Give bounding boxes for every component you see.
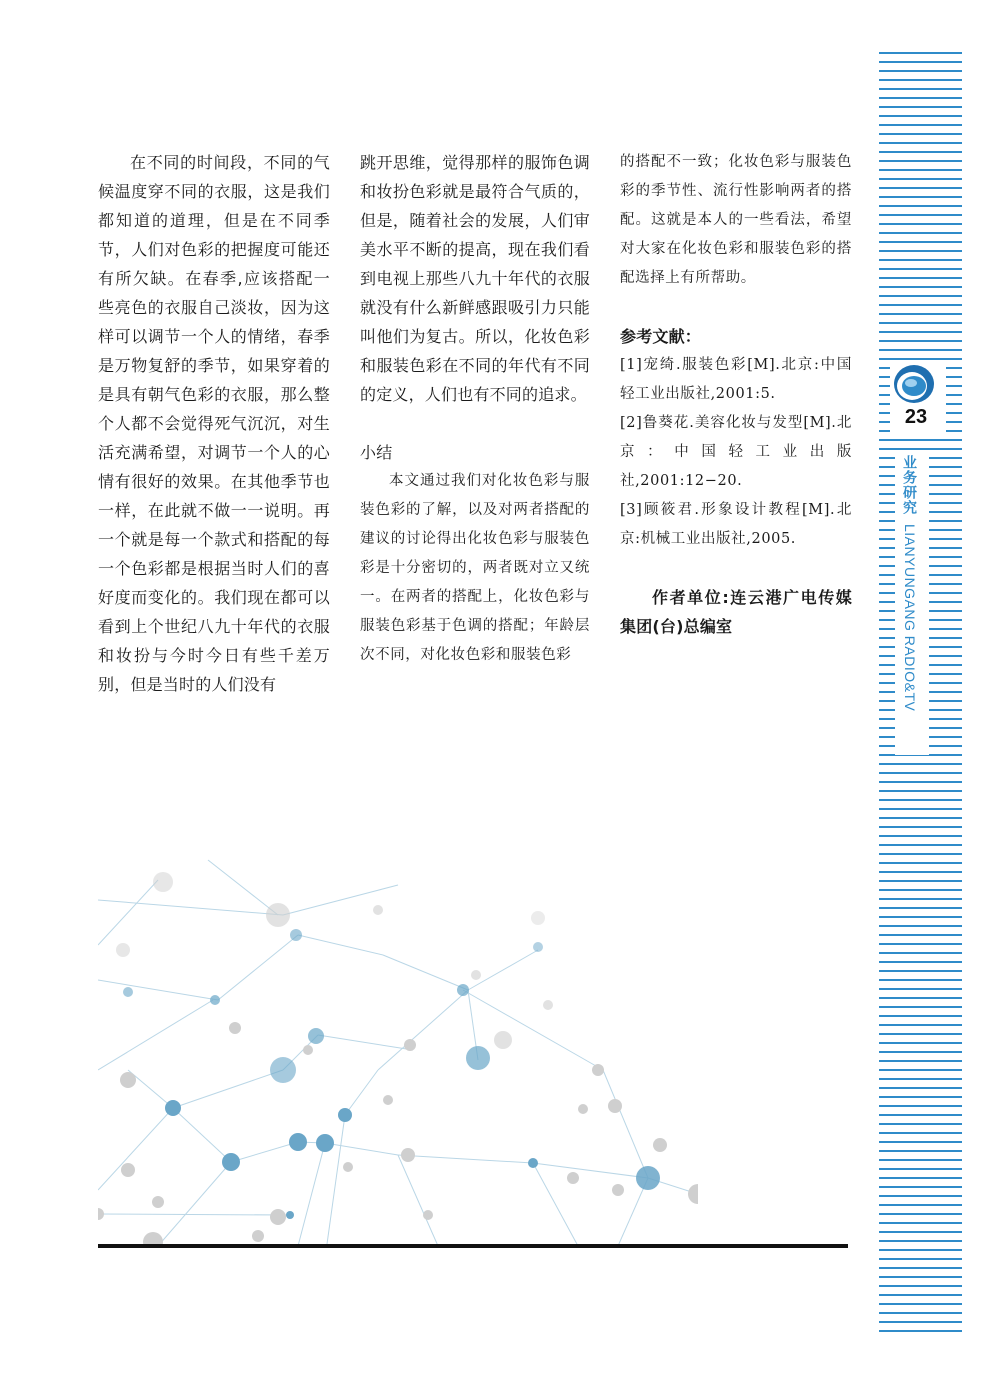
bottom-rule xyxy=(98,1244,848,1248)
side-label xyxy=(900,455,920,711)
summary-paragraph: 本文通过我们对化妆色彩与服装色彩的了解，以及对两者搭配的建议的讨论得出化妆色彩与服装色彩是十分密切的，两者既对立又统一。在两者的搭配上，化妆色彩与服装色彩基于色调的搭配；年龄层次不同，对化妆色彩和服装色彩 xyxy=(360,473,590,663)
page-number: 23 xyxy=(904,406,928,428)
side-label-en: LIANYUNGANG RADIO&TV xyxy=(902,523,918,712)
text-column-3 xyxy=(620,148,852,641)
text-column-2 xyxy=(360,148,590,670)
summary-title: 小结 xyxy=(360,443,393,462)
body-paragraph: 在不同的时间段，不同的气候温度穿不同的衣服，这是我们都知道的道理，但是在不同季节，人们对色彩的把握度可能还有所欠缺。在春季,应该搭配一些亮色的衣服自己淡妆，因为这样可以调节一个人的情绪，春季是万物复舒的季节，如果穿着的是具有朝气色彩的衣服，那么整个人都不会觉得死气沉沉，对生活充满希望，对调节一个人的心情有很好的效果。在其他季节也一样，在此就不做一一说明。再一个就是每一个款式和搭配的每一个色彩都是根据当时人们的喜好度而变化的。我们现在都可以看到上个世纪八九十年代的衣服和妆扮与今时今日有些千差万别，但是当时的人们没有 xyxy=(98,153,330,694)
references-title: 参考文献： xyxy=(620,327,702,346)
continuation-paragraph: 的搭配不一致；化妆色彩与服装色彩的季节性、流行性影响两者的搭配。这就是本人的一些看法，希望对大家在化妆色彩和服装色彩的搭配选择上有所帮助。 xyxy=(620,154,852,286)
reference-item-1: [1]宠绮.服装色彩[M].北京:中国轻工业出版社,2001:5. xyxy=(620,357,852,402)
author-unit: 作者单位:连云港广电传媒集团(台)总编室 xyxy=(620,588,852,636)
reference-item-3: [3]顾筱君.形象设计教程[M].北京:机械工业出版社,2005. xyxy=(620,502,852,547)
side-label-zh: 业务研究 xyxy=(902,455,918,515)
globe-logo-icon xyxy=(890,362,946,406)
text-column-1 xyxy=(98,148,330,699)
reference-item-2: [2]鲁葵花.美容化妆与发型[M].北京：中国轻工业出版社,2001:12−20. xyxy=(620,415,852,489)
body-paragraph: 跳开思维，觉得那样的服饰色调和妆扮色彩就是最符合气质的，但是，随着社会的发展，人们审美水平不断的提高，现在我们看到电视上那些八九十年代的衣服就没有什么新鲜感跟吸引力只能叫他们为复古。所以，化妆色彩和服装色彩在不同的年代有不同的定义，人们也有不同的追求。 xyxy=(360,153,590,404)
network-decoration xyxy=(98,770,698,1246)
